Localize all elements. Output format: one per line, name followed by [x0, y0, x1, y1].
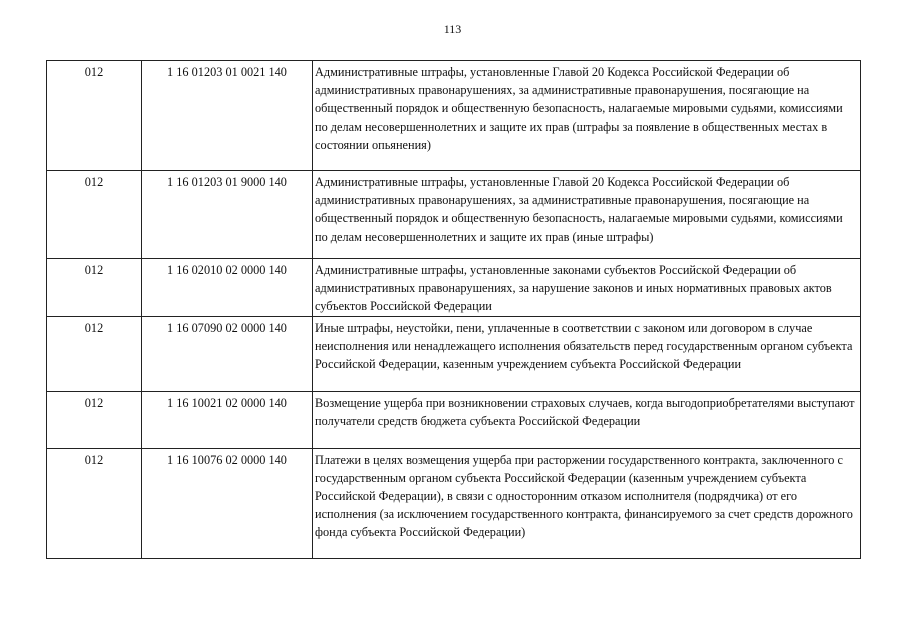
table-row: [47, 171, 861, 259]
budget-code-cell: 1 16 01203 01 0021 140: [142, 61, 313, 171]
page-number: 113: [443, 22, 462, 36]
budget-code-cell: 1 16 10076 02 0000 140: [142, 448, 313, 558]
description-cell: Возмещение ущерба при возникновении страховых случаев, когда выгодоприобретателями выступают получатели средств бюджета субъекта Российской Федерации: [313, 391, 861, 448]
description-cell: Платежи в целях возмещения ущерба при расторжении государственного контракта, заключенного с государственным органом субъекта Российской Федерации (казенным учреждением субъекта Российской Федерации), в связи с односторонним отказом исполнителя (подрядчика) от его исполнения (за исключением государственного контракта, финансируемого за счет средств дорожного фонда субъекта Российской Федерации): [313, 448, 861, 558]
budget-code-cell: 1 16 01203 01 9000 140: [142, 171, 313, 259]
table-row: [47, 316, 861, 391]
description-cell: Административные штрафы, установленные Главой 20 Кодекса Российской Федерации об административных правонарушениях, за административные правонарушения, посягающие на общественный порядок и общественную безопасность, налагаемые мировыми судьями, комиссиями по делам несовершеннолетних и защите их прав (штрафы за появление в общественных местах в состоянии опьянения): [313, 61, 861, 171]
budget-code-cell: 1 16 10021 02 0000 140: [142, 391, 313, 448]
table-row: [47, 391, 861, 448]
description-cell: Иные штрафы, неустойки, пени, уплаченные в соответствии с законом или договором в случае неисполнения или ненадлежащего исполнения обязательств перед государственным органом субъекта Российской Федерации, казенным учреждением субъекта Российской Федерации: [313, 316, 861, 391]
description-cell: Административные штрафы, установленные Главой 20 Кодекса Российской Федерации об административных правонарушениях, за административные правонарушения, посягающие на общественный порядок и общественную безопасность, налагаемые мировыми судьями, комиссиями по делам несовершеннолетних и защите их прав (иные штрафы): [313, 171, 861, 259]
table-row: [47, 61, 861, 171]
description-cell: Административные штрафы, установленные законами субъектов Российской Федерации об административных правонарушениях, за нарушение законов и иных нормативных правовых актов субъектов Российской Федерации: [313, 259, 861, 317]
administrator-code-cell: 012: [47, 448, 142, 558]
budget-code-cell: 1 16 07090 02 0000 140: [142, 316, 313, 391]
table-row: [47, 259, 861, 317]
administrator-code-cell: 012: [47, 391, 142, 448]
budget-code-cell: 1 16 02010 02 0000 140: [142, 259, 313, 317]
administrator-code-cell: 012: [47, 316, 142, 391]
administrator-code-cell: 012: [47, 61, 142, 171]
table-row: [47, 448, 861, 558]
administrator-code-cell: 012: [47, 259, 142, 317]
administrator-code-cell: 012: [47, 171, 142, 259]
budget-classification-table: [46, 60, 861, 559]
